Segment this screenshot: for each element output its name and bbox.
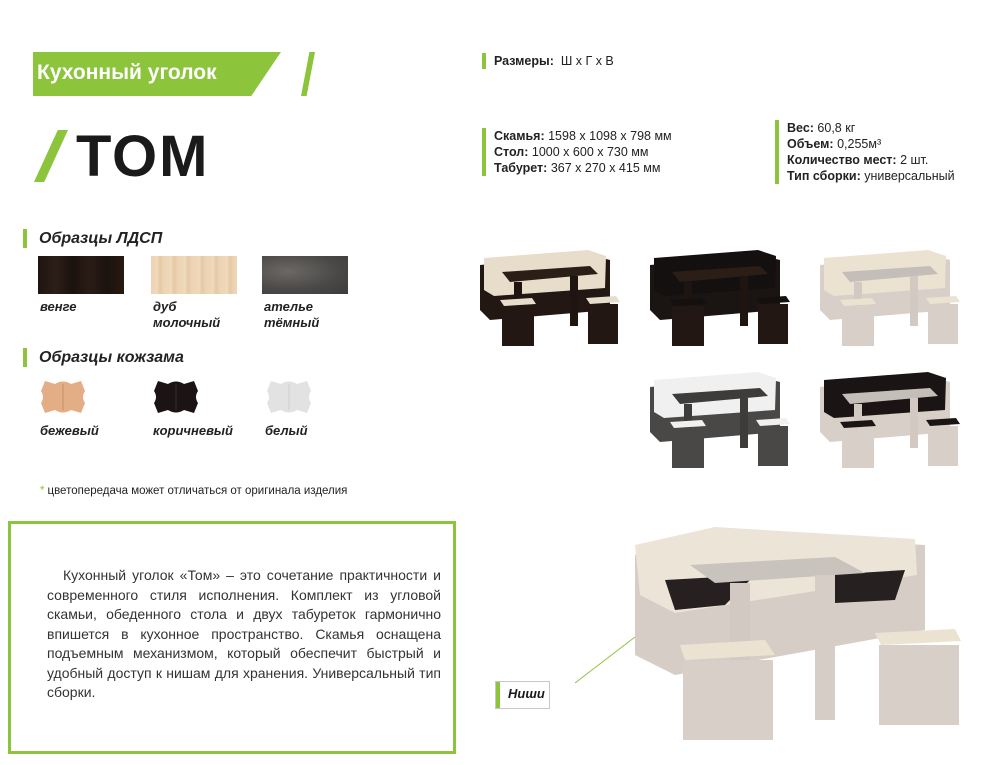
banner-slash <box>301 52 315 96</box>
size-value-bench: 1598 х 1098 х 798 мм <box>548 129 672 143</box>
category-title: Кухонный уголок <box>37 61 217 84</box>
note-text: цветопередача может отличаться от оригинала изделия <box>47 485 348 497</box>
leather-swatch-brown <box>150 377 202 417</box>
product-image-oak-black <box>810 372 970 477</box>
dimensions-label: Размеры: <box>494 54 554 68</box>
ldsp-label-atelier: ателье тёмный <box>264 299 320 330</box>
ldsp-swatch-atelier <box>262 256 348 294</box>
leather-swatch-beige <box>37 377 89 417</box>
description-text: Кухонный уголок «Том» – это сочетание практичности и современного стиля исполнения. Комплект из угловой скамьи, обеденного стола и двух табуреток гармонично впишется в кухонное пространство. Скамья оснащена подъемным механизмом, который обеспечит быстрый и удобный доступ к нишам для хранения. Универсальный тип сборки. <box>47 567 441 700</box>
color-note <box>40 485 347 497</box>
title-banner <box>33 52 303 96</box>
ldsp-swatch-dub <box>151 256 237 294</box>
product-image-large <box>565 525 965 755</box>
product-image-venge-beige <box>470 250 630 355</box>
model-slash <box>34 130 68 182</box>
prop-value-assembly: универсальный <box>864 169 955 183</box>
prop-value-volume: 0,255м³ <box>837 137 882 151</box>
leather-title: Образцы кожзама <box>23 348 184 367</box>
prop-value-weight: 60,8 кг <box>817 121 856 135</box>
niches-callout: Ниши <box>496 682 549 708</box>
model-name: ТОМ <box>76 124 210 189</box>
size-row-stool <box>494 160 672 176</box>
product-image-venge-brown <box>640 250 800 355</box>
size-label-stool: Табурет: <box>494 161 548 175</box>
leather-label-white: белый <box>265 423 308 438</box>
size-label-table: Стол: <box>494 145 529 159</box>
size-value-stool: 367 х 270 х 415 мм <box>550 161 661 175</box>
size-row-table <box>494 144 672 160</box>
ldsp-swatch-venge <box>38 256 124 294</box>
note-star: * <box>40 485 45 497</box>
size-row-bench <box>494 128 672 144</box>
prop-row-volume <box>787 136 955 152</box>
ldsp-label-dub: дуб молочный <box>153 299 221 330</box>
size-value-table: 1000 х 600 х 730 мм <box>531 145 649 159</box>
product-image-oak-beige <box>810 250 970 355</box>
dimensions-value: Ш х Г х В <box>560 54 614 68</box>
prop-value-seats: 2 шт. <box>900 153 929 167</box>
description-box <box>8 521 456 754</box>
leather-swatch-white <box>263 377 315 417</box>
props-spec <box>775 120 955 184</box>
leather-label-brown: коричневый <box>153 423 233 438</box>
dimensions-spec <box>482 53 614 69</box>
prop-label-seats: Количество мест: <box>787 153 897 167</box>
ldsp-label-venge: венге <box>40 299 77 314</box>
prop-label-volume: Объем: <box>787 137 834 151</box>
product-image-atelier-white <box>640 372 800 477</box>
prop-row-seats <box>787 152 955 168</box>
size-label-bench: Скамья: <box>494 129 545 143</box>
prop-row-assembly <box>787 168 955 184</box>
sizes-spec <box>482 128 672 176</box>
leather-label-beige: бежевый <box>40 423 99 438</box>
prop-label-weight: Вес: <box>787 121 814 135</box>
ldsp-title: Образцы ЛДСП <box>23 229 162 248</box>
prop-row-weight <box>787 120 955 136</box>
prop-label-assembly: Тип сборки: <box>787 169 861 183</box>
